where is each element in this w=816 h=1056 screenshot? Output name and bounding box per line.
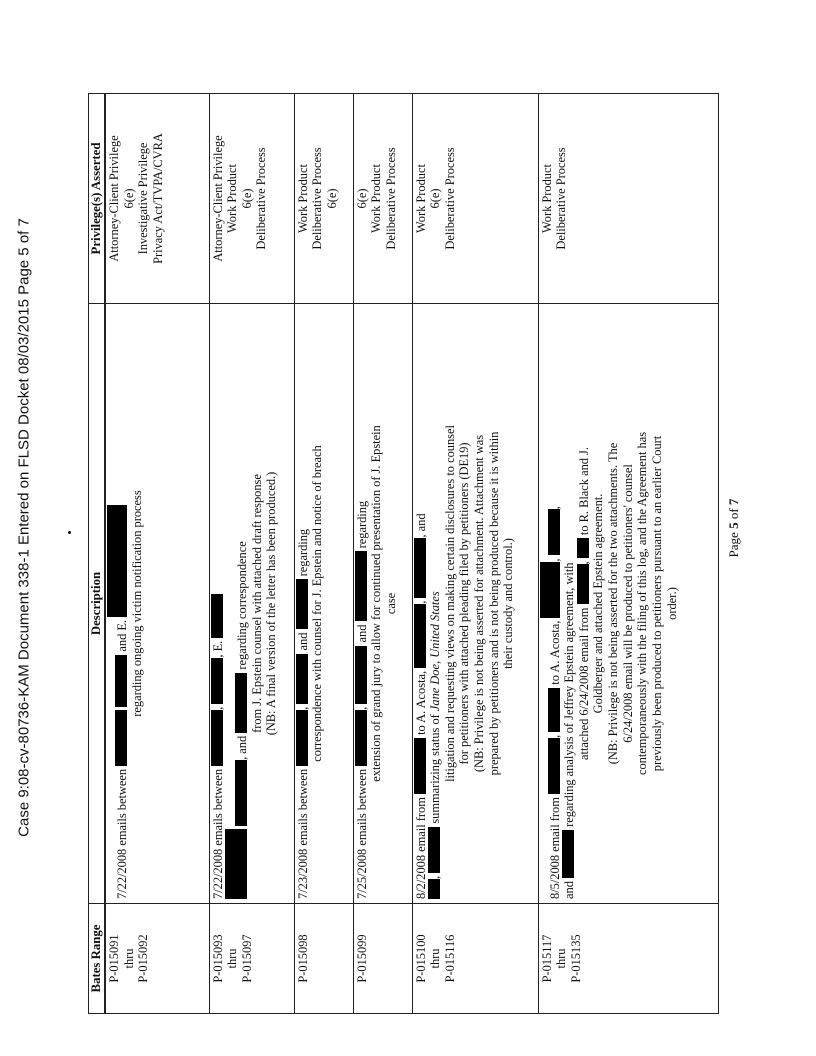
description-text: to R. Black and J. bbox=[576, 447, 591, 536]
privileges-cell bbox=[209, 94, 294, 304]
description-line: their custody and control.) bbox=[501, 538, 516, 669]
description-line: contemporaneously with the filing of this log, and the Agreement has bbox=[635, 431, 650, 776]
description-line: prepared by petitioners and is not being produced because it is within bbox=[486, 431, 501, 776]
redaction-box bbox=[296, 579, 308, 629]
description-text: regarding analysis of Jeffrey Epstein agreement, with bbox=[562, 562, 577, 827]
description-text: regarding correspondence bbox=[235, 541, 250, 670]
description-text: , bbox=[295, 706, 310, 710]
redaction-box bbox=[115, 710, 127, 766]
description-line: Goldberger and attached Epstein agreement. bbox=[591, 493, 606, 714]
description-line: extension of grand jury to allow for continued presentation of J. Epstein bbox=[369, 425, 384, 782]
redaction-box bbox=[428, 879, 440, 899]
description-cell bbox=[412, 304, 538, 904]
column-header-privileges: Privilege(s) Asserted bbox=[89, 94, 106, 304]
bates-thru: thru bbox=[121, 948, 136, 969]
description-text: 7/22/2008 emails between bbox=[210, 768, 225, 899]
redaction-box bbox=[414, 604, 426, 668]
description-text: , bbox=[547, 506, 562, 510]
description-cell bbox=[105, 304, 209, 904]
description-text: and bbox=[295, 632, 310, 651]
redaction-box bbox=[355, 710, 367, 766]
privileges-cell bbox=[412, 94, 538, 304]
description-text: , bbox=[428, 660, 443, 664]
privileges-cell bbox=[105, 94, 209, 304]
redaction-box bbox=[540, 562, 560, 618]
bates-start: P-015099 bbox=[354, 934, 369, 983]
redaction-box bbox=[115, 655, 127, 707]
description-line bbox=[577, 308, 592, 899]
footer-page-total: 7 bbox=[726, 498, 741, 506]
privileges-cell bbox=[538, 94, 718, 304]
description-cell bbox=[209, 304, 294, 904]
description-line: 6/24/2008 email will be produced to petitioners' counsel bbox=[620, 464, 635, 743]
redaction-box bbox=[548, 509, 560, 555]
bates-start: P-015100 bbox=[413, 934, 428, 983]
privilege-item: Deliberative Process bbox=[254, 147, 269, 250]
description-line bbox=[296, 308, 311, 899]
privilege-item: 6(e) bbox=[354, 188, 369, 209]
description-line bbox=[428, 308, 443, 899]
description-text: Jane Doe bbox=[428, 663, 443, 712]
description-text: , bbox=[354, 706, 369, 710]
description-line bbox=[225, 308, 250, 899]
description-line: case bbox=[383, 592, 398, 615]
privilege-item: Privacy Act/TVPA/CVRA bbox=[150, 133, 165, 264]
description-line: for petitioners with attached pleading filed by petitioners (DE19) bbox=[457, 442, 472, 765]
table-row bbox=[538, 94, 718, 1014]
page-footer bbox=[726, 468, 742, 588]
bates-range-cell bbox=[209, 904, 294, 1014]
description-line bbox=[562, 308, 577, 899]
description-line bbox=[355, 308, 370, 899]
bates-range-cell bbox=[294, 904, 353, 1014]
bates-range-cell bbox=[412, 904, 538, 1014]
description-text: , E. bbox=[210, 640, 225, 658]
privilege-log-table bbox=[88, 93, 719, 1014]
description-line bbox=[107, 308, 130, 899]
bates-end: P-015097 bbox=[239, 934, 254, 983]
description-line: (NB: A final version of the letter has been produced.) bbox=[264, 471, 279, 736]
privilege-item: Work Product bbox=[225, 164, 240, 233]
privilege-item: Deliberative Process bbox=[442, 147, 457, 250]
bates-start: P-015098 bbox=[295, 934, 310, 983]
description-text: , bbox=[547, 558, 562, 562]
redaction-box bbox=[414, 538, 426, 598]
bates-thru: thru bbox=[554, 948, 569, 969]
bates-start: P-015091 bbox=[107, 934, 122, 983]
description-text: attached 6/24/2008 email from bbox=[576, 607, 591, 760]
description-text: , bbox=[576, 561, 591, 565]
redaction-box bbox=[225, 829, 247, 899]
description-cell bbox=[294, 304, 353, 904]
table-header-row bbox=[89, 94, 106, 1014]
privileges-cell bbox=[353, 94, 412, 304]
bates-range-cell bbox=[353, 904, 412, 1014]
description-cell bbox=[538, 304, 718, 904]
privilege-item: Attorney-Client Privilege bbox=[107, 135, 122, 262]
redaction-box bbox=[414, 738, 426, 794]
bates-thru: thru bbox=[428, 948, 443, 969]
privilege-log bbox=[88, 94, 714, 1014]
description-text: , bbox=[413, 600, 428, 604]
redaction-box bbox=[211, 594, 223, 638]
description-line: litigation and requesting views on making certain disclosures to counsel bbox=[442, 425, 457, 782]
description-text: regarding bbox=[354, 500, 369, 549]
description-text: 7/23/2008 emails between bbox=[295, 768, 310, 899]
footer-prefix: Page bbox=[726, 528, 741, 558]
description-line: regarding ongoing victim notification process bbox=[129, 490, 144, 717]
description-line: correspondence with counsel for J. Epstein and notice of breach bbox=[310, 445, 325, 762]
redaction-box bbox=[562, 830, 574, 878]
description-text: and bbox=[354, 624, 369, 643]
column-header-description: Description bbox=[89, 304, 106, 904]
redaction-box bbox=[107, 505, 127, 617]
redaction-box bbox=[296, 710, 308, 766]
privilege-item: Deliberative Process bbox=[554, 147, 569, 250]
description-text: , bbox=[547, 734, 562, 739]
bates-start: P-015117 bbox=[539, 934, 554, 983]
privilege-item: Work Product bbox=[539, 164, 554, 233]
description-line: previously been produced to petitioners pursuant to an earlier Court bbox=[649, 435, 664, 772]
description-line: (NB: Privilege is not being asserted for attachment. Attachment was bbox=[472, 434, 487, 773]
description-line bbox=[211, 308, 226, 899]
redaction-box bbox=[235, 760, 247, 826]
redaction-box bbox=[428, 827, 440, 873]
description-text: to A. Acosta, bbox=[413, 670, 428, 735]
privilege-item: Deliberative Process bbox=[383, 147, 398, 250]
privilege-item: 6(e) bbox=[239, 188, 254, 209]
bates-end: P-015135 bbox=[568, 934, 583, 983]
bates-end: P-015116 bbox=[442, 934, 457, 983]
description-text: regarding bbox=[295, 528, 310, 577]
bates-start: P-015093 bbox=[210, 934, 225, 983]
table-row bbox=[412, 94, 538, 1014]
description-text: , and bbox=[235, 735, 250, 760]
redaction-box bbox=[355, 646, 367, 704]
privilege-item: Deliberative Process bbox=[310, 147, 325, 250]
description-text: summarizing status of bbox=[428, 714, 443, 824]
privilege-item: 6(e) bbox=[324, 188, 339, 209]
description-text: , bbox=[428, 875, 443, 879]
privilege-item: 6(e) bbox=[121, 188, 136, 209]
redaction-box bbox=[211, 658, 223, 704]
bates-thru: thru bbox=[225, 948, 240, 969]
description-line: order.) bbox=[664, 587, 679, 620]
description-text: 7/25/2008 emails between bbox=[354, 768, 369, 899]
privilege-item: Investigative Privilege bbox=[136, 142, 151, 255]
redaction-box bbox=[577, 564, 589, 604]
privilege-item: 6(e) bbox=[428, 188, 443, 209]
stamp-dot bbox=[68, 531, 71, 534]
table-row bbox=[353, 94, 412, 1014]
redaction-box bbox=[211, 710, 223, 766]
description-text: and E. bbox=[115, 619, 130, 652]
privilege-item: Attorney-Client Privilege bbox=[210, 135, 225, 262]
privilege-item: Work Product bbox=[369, 164, 384, 233]
description-text: , bbox=[210, 706, 225, 710]
footer-page-number: 5 bbox=[726, 522, 741, 529]
bates-range-cell bbox=[538, 904, 718, 1014]
column-header-bates-range: Bates Range bbox=[89, 904, 106, 1014]
redaction-box bbox=[355, 551, 367, 621]
description-text: 8/2/2008 email from bbox=[413, 797, 428, 899]
table-row bbox=[209, 94, 294, 1014]
footer-middle: of bbox=[726, 505, 741, 523]
redaction-box bbox=[235, 673, 247, 733]
bates-range-cell bbox=[105, 904, 209, 1014]
redaction-box bbox=[577, 538, 589, 558]
redaction-box bbox=[548, 688, 560, 732]
case-header-stamp: Case 9:08-cv-80736-KAM Document 338-1 Entered on FLSD Docket 08/03/2015 Page 5 of 7 bbox=[15, 218, 33, 837]
redaction-box bbox=[296, 654, 308, 704]
description-text: , and bbox=[413, 513, 428, 538]
redaction-box bbox=[548, 738, 560, 794]
description-line bbox=[414, 308, 429, 899]
description-line bbox=[540, 308, 563, 899]
description-text: to A. Acosta, bbox=[547, 620, 562, 685]
description-line: from J. Epstein counsel with attached draft response bbox=[249, 474, 264, 733]
description-line: (NB: Privilege is not being asserted for the two attachments. The bbox=[606, 442, 621, 765]
description-text: and bbox=[562, 881, 577, 899]
description-text: 8/5/2008 email from bbox=[547, 797, 562, 899]
description-text: 7/22/2008 emails between bbox=[115, 768, 130, 899]
description-cell bbox=[353, 304, 412, 904]
privilege-item: Work Product bbox=[413, 164, 428, 233]
privileges-cell bbox=[294, 94, 353, 304]
privilege-item: Work Product bbox=[295, 164, 310, 233]
table-row bbox=[105, 94, 209, 1014]
bates-end: P-015092 bbox=[136, 934, 151, 983]
table-row bbox=[294, 94, 353, 1014]
description-text: United States bbox=[428, 591, 443, 658]
